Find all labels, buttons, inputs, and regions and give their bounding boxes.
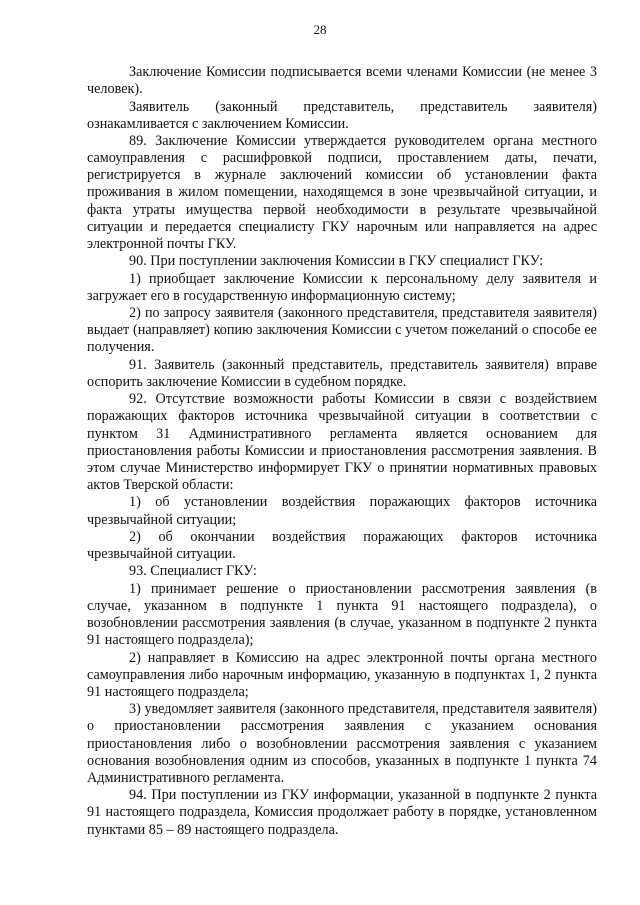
- paragraph-93-item-1: 1) принимает решение о приостановлении рассмотрения заявления (в случае, указанном в подпункте 1 пункта 91 настоящего подраздела), о возобновлении рассмотрения заявления (в случае, указанном в подпункте 2 пункта 91 настоящего подраздела);: [87, 580, 597, 649]
- paragraph-94: 94. При поступлении из ГКУ информации, указанной в подпункте 2 пункта 91 настоящего подраздела, Комиссия продолжает работу в порядке, установленном пунктами 85 – 89 настоящего подраздела.: [87, 787, 597, 838]
- document-body: [87, 64, 597, 839]
- paragraph-90: 90. При поступлении заключения Комиссии в ГКУ специалист ГКУ:: [129, 253, 544, 270]
- paragraph-commission-signature: Заключение Комиссии подписывается всеми членами Комиссии (не менее 3 человек).: [87, 64, 597, 98]
- page-number: 28: [313, 22, 327, 37]
- paragraph-applicant-acquaintance: Заявитель (законный представитель, представитель заявителя) ознакамливается с заключением Комиссии.: [87, 98, 597, 132]
- paragraph-90-item-2: 2) по запросу заявителя (законного представителя, представителя заявителя) выдает (направляет) копию заключения Комиссии с учетом пожеланий о способе ее получения.: [87, 305, 597, 356]
- paragraph-89: 89. Заключение Комиссии утверждается руководителем органа местного самоуправления с расшифровкой подписи, проставлением даты, печати, регистрируется в журнале заключений комиссии об установлении факта проживания в жилом помещении, находящемся в зоне чрезвычайной ситуации, и факта утраты имущества первой необходимости в результате чрезвычайной ситуации и передается специалисту ГКУ нарочным или направляется на адрес электронной почты ГКУ.: [87, 133, 597, 252]
- paragraph-91: 91. Заявитель (законный представитель, представитель заявителя) вправе оспорить заключение Комиссии в судебном порядке.: [87, 356, 597, 390]
- paragraph-93-item-2: 2) направляет в Комиссию на адрес электронной почты органа местного самоуправления либо нарочным информацию, указанную в подпунктах 1, 2 пункта 91 настоящего подраздела;: [87, 649, 597, 700]
- paragraph-92: 92. Отсутствие возможности работы Комиссии в связи с воздействием поражающих факторов источника чрезвычайной ситуации в соответствии с пунктом 31 Административного регламента является основанием для приостановления работы Комиссии и приостановления рассмотрения заявления. В этом случае Министерство информирует ГКУ о принятии нормативных правовых актов Тверской области:: [87, 391, 597, 494]
- paragraph-93: 93. Специалист ГКУ:: [129, 563, 257, 580]
- paragraph-90-item-1: 1) приобщает заключение Комиссии к персональному делу заявителя и загружает его в государственную информационную систему;: [87, 270, 597, 304]
- paragraph-93-item-3: 3) уведомляет заявителя (законного представителя, представителя заявителя) о приостановлении рассмотрения заявления с указанием основания приостановления либо о возобновлении рассмотрения заявления с указанием основания возобновления одним из способов, указанных в подпункте 1 пункта 74 Административного регламента.: [87, 701, 597, 786]
- paragraph-92-item-1: 1) об установлении воздействия поражающих факторов источника чрезвычайной ситуации;: [87, 494, 597, 528]
- paragraph-92-item-2: 2) об окончании воздействия поражающих факторов источника чрезвычайной ситуации.: [87, 528, 597, 563]
